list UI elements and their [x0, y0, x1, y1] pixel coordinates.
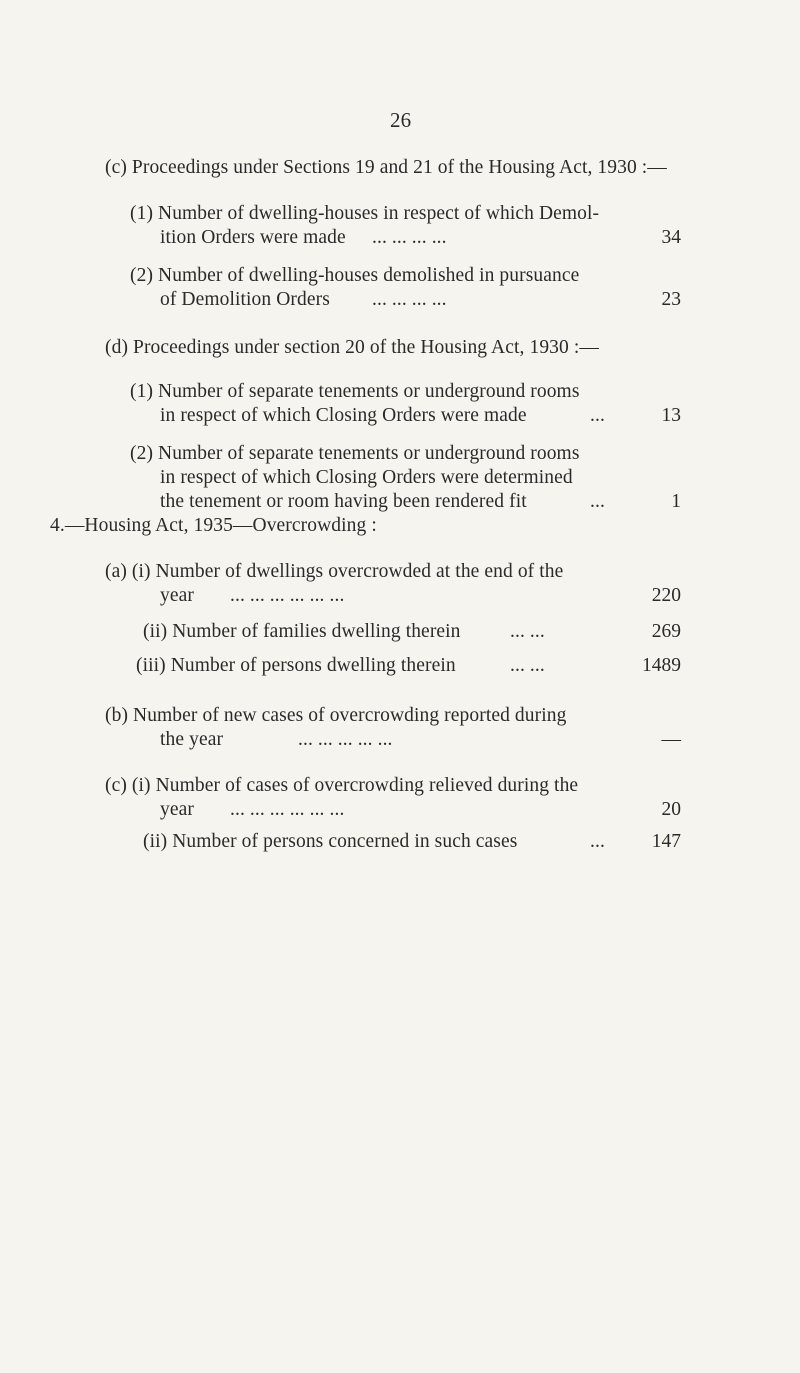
section-4-b-line1: (b) Number of new cases of overcrowding reported during	[105, 705, 567, 726]
section-d-item1-value: 13	[661, 405, 681, 426]
section-4-a-line1: (a) (i) Number of dwellings overcrowded at the end of the	[105, 561, 564, 582]
section-4-a2-line: (ii) Number of families dwelling therein	[143, 621, 461, 642]
section-4-c-leaders: ... ... ... ... ... ...	[230, 799, 345, 820]
section-4-a2-leaders: ... ...	[510, 621, 545, 642]
section-4-a2-value: 269	[651, 621, 681, 642]
section-4-a3-line: (iii) Number of persons dwelling therein	[136, 655, 456, 676]
section-4-a-line2: year	[160, 585, 194, 606]
section-4-b-value: —	[661, 729, 681, 750]
section-c-item2-line2: of Demolition Orders	[160, 289, 330, 310]
section-4-c2-value: 147	[651, 831, 681, 852]
section-d-item2-value: 1	[671, 491, 681, 512]
section-d-item1-leaders: ...	[590, 405, 605, 426]
section-4-c-value: 20	[661, 799, 681, 820]
section-4-a-value: 220	[651, 585, 681, 606]
section-4-c2-line: (ii) Number of persons concerned in such cases	[143, 831, 518, 852]
section-c-item2-value: 23	[661, 289, 681, 310]
section-c-item1-value: 34	[661, 227, 681, 248]
section-c-item2-leaders: ... ... ... ...	[372, 289, 447, 310]
section-c-item1-line2: ition Orders were made	[160, 227, 346, 248]
section-d-item2-line1: (2) Number of separate tenements or underground rooms	[130, 443, 580, 464]
section-d-item2-line3: the tenement or room having been rendered fit	[160, 491, 527, 512]
section-4-b-line2: the year	[160, 729, 224, 750]
section-4-a-leaders: ... ... ... ... ... ...	[230, 585, 345, 606]
page-number: 26	[390, 108, 412, 132]
section-4-heading: 4.—Housing Act, 1935—Overcrowding :	[50, 515, 377, 536]
section-c-item1-leaders: ... ... ... ...	[372, 227, 447, 248]
section-4-c-line2: year	[160, 799, 194, 820]
section-d-item2-leaders: ...	[590, 491, 605, 512]
section-4-a3-leaders: ... ...	[510, 655, 545, 676]
section-d-heading: (d) Proceedings under section 20 of the Housing Act, 1930 :—	[105, 337, 599, 358]
section-d-item2-line2: in respect of which Closing Orders were determined	[160, 467, 573, 488]
section-c-heading: (c) Proceedings under Sections 19 and 21 of the Housing Act, 1930 :—	[105, 157, 667, 178]
section-4-a3-value: 1489	[642, 655, 681, 676]
section-d-item1-line2: in respect of which Closing Orders were made	[160, 405, 527, 426]
section-c-item1-line1: (1) Number of dwelling-houses in respect of which Demol-	[130, 203, 600, 224]
section-c-item2-line1: (2) Number of dwelling-houses demolished in pursuance	[130, 265, 580, 286]
section-d-item1-line1: (1) Number of separate tenements or underground rooms	[130, 381, 580, 402]
section-4-c2-leaders: ...	[590, 831, 605, 852]
section-4-c-line1: (c) (i) Number of cases of overcrowding relieved during the	[105, 775, 579, 796]
section-4-b-leaders: ... ... ... ... ...	[298, 729, 393, 750]
